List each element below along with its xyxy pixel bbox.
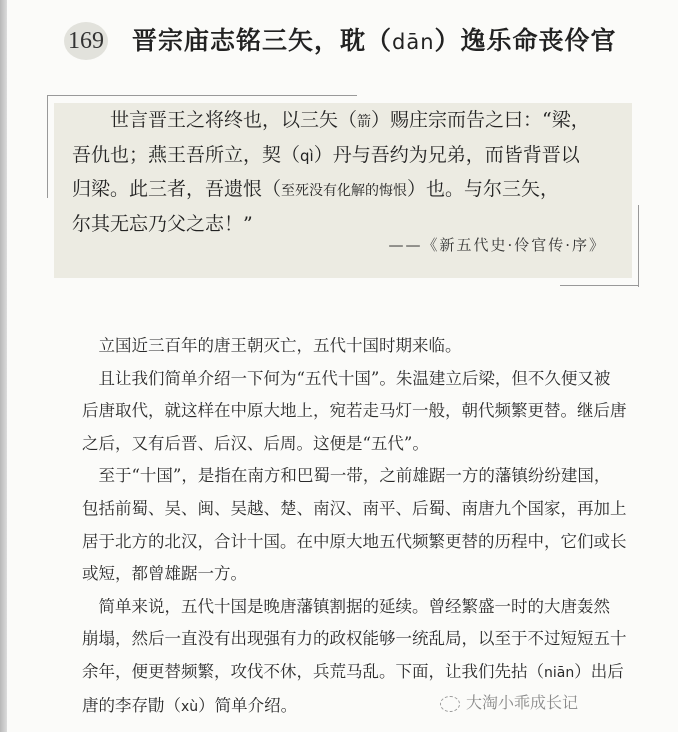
quote-line	[72, 139, 617, 173]
text: ）出后	[574, 661, 624, 681]
pinyin: niān	[544, 664, 575, 681]
quote-source: ——《新五代史·伶官传·序》	[388, 236, 606, 254]
quote-line	[72, 104, 617, 139]
watermark-text: 大淘小乖成长记	[466, 693, 579, 712]
text-line: 之后，又有后晋、后汉、后周。这便是“五代”。	[82, 433, 429, 453]
section-number: 169	[64, 22, 108, 60]
quote-line: 尔其无忘乃父之志！”	[72, 213, 253, 235]
text: ）简单介绍。	[198, 695, 298, 715]
body-text	[82, 330, 642, 723]
text-line: 后唐取代，就这样在中原大地上，宛若走马灯一般，朝代频繁更替。继后唐	[82, 401, 627, 421]
text-line: 且让我们简单介绍一下何为“五代十国”。朱温建立后梁，但不久便又被	[82, 368, 611, 388]
text-line: 居于北方的北汉，合计十国。在中原大地五代频繁更替的历程中，它们或长	[82, 531, 627, 551]
text-line	[82, 656, 642, 690]
text-line: 简单来说，五代十国是晚唐藩镇割据的延续。曾经繁盛一时的大唐轰然	[82, 596, 610, 616]
quote-text	[72, 104, 617, 241]
text: 吾仇也；燕王吾所立，契（	[72, 144, 301, 166]
divider	[47, 95, 357, 96]
wechat-icon	[440, 696, 460, 712]
text: ）也。与尔三矢，	[407, 178, 560, 200]
pinyin: xù	[181, 698, 199, 715]
text: 世言晋王之将终也，以三矢（	[72, 109, 358, 131]
text: ）赐庄宗而告之曰：“梁，	[371, 109, 590, 131]
watermark	[440, 690, 578, 713]
text: 余年，便更替频繁，攻伐不休，兵荒马乱。下面，让我们先拈（	[82, 661, 544, 681]
page-edge	[0, 0, 7, 732]
title-pinyin: dān	[392, 30, 435, 54]
divider	[638, 205, 639, 287]
annotation: 至死没有化解的悔恨	[281, 183, 408, 199]
text-line: 至于“十国”，是指在南方和巴蜀一带，之前雄踞一方的藩镇纷纷建国，	[82, 466, 611, 486]
quote-line	[72, 173, 617, 208]
divider	[560, 285, 639, 286]
text: ）丹与吾约为兄弟，而皆背晋以	[313, 144, 580, 166]
text-line: 包括前蜀、吴、闽、吴越、楚、南汉、南平、后蜀、南唐九个国家，再加上	[82, 498, 627, 518]
text: 唐的李存勖（	[82, 695, 181, 715]
title-part: 晋宗庙志铭三矢，耽（	[132, 26, 393, 55]
pinyin: qì	[300, 147, 314, 165]
text-line: 崩塌，然后一直没有出现强有力的政权能够一统乱局，以至于不过短短五十	[82, 629, 627, 649]
text-line: 立国近三百年的唐王朝灭亡，五代十国时期来临。	[82, 336, 462, 355]
text: 归梁。此三者，吾遗恨（	[72, 178, 282, 200]
section-title	[132, 22, 617, 61]
annotation: 箭	[357, 114, 372, 130]
text-line: 或短，都曾雄踞一方。	[82, 564, 247, 584]
divider	[47, 95, 48, 198]
title-part: ）逸乐命丧伶官	[434, 26, 617, 55]
